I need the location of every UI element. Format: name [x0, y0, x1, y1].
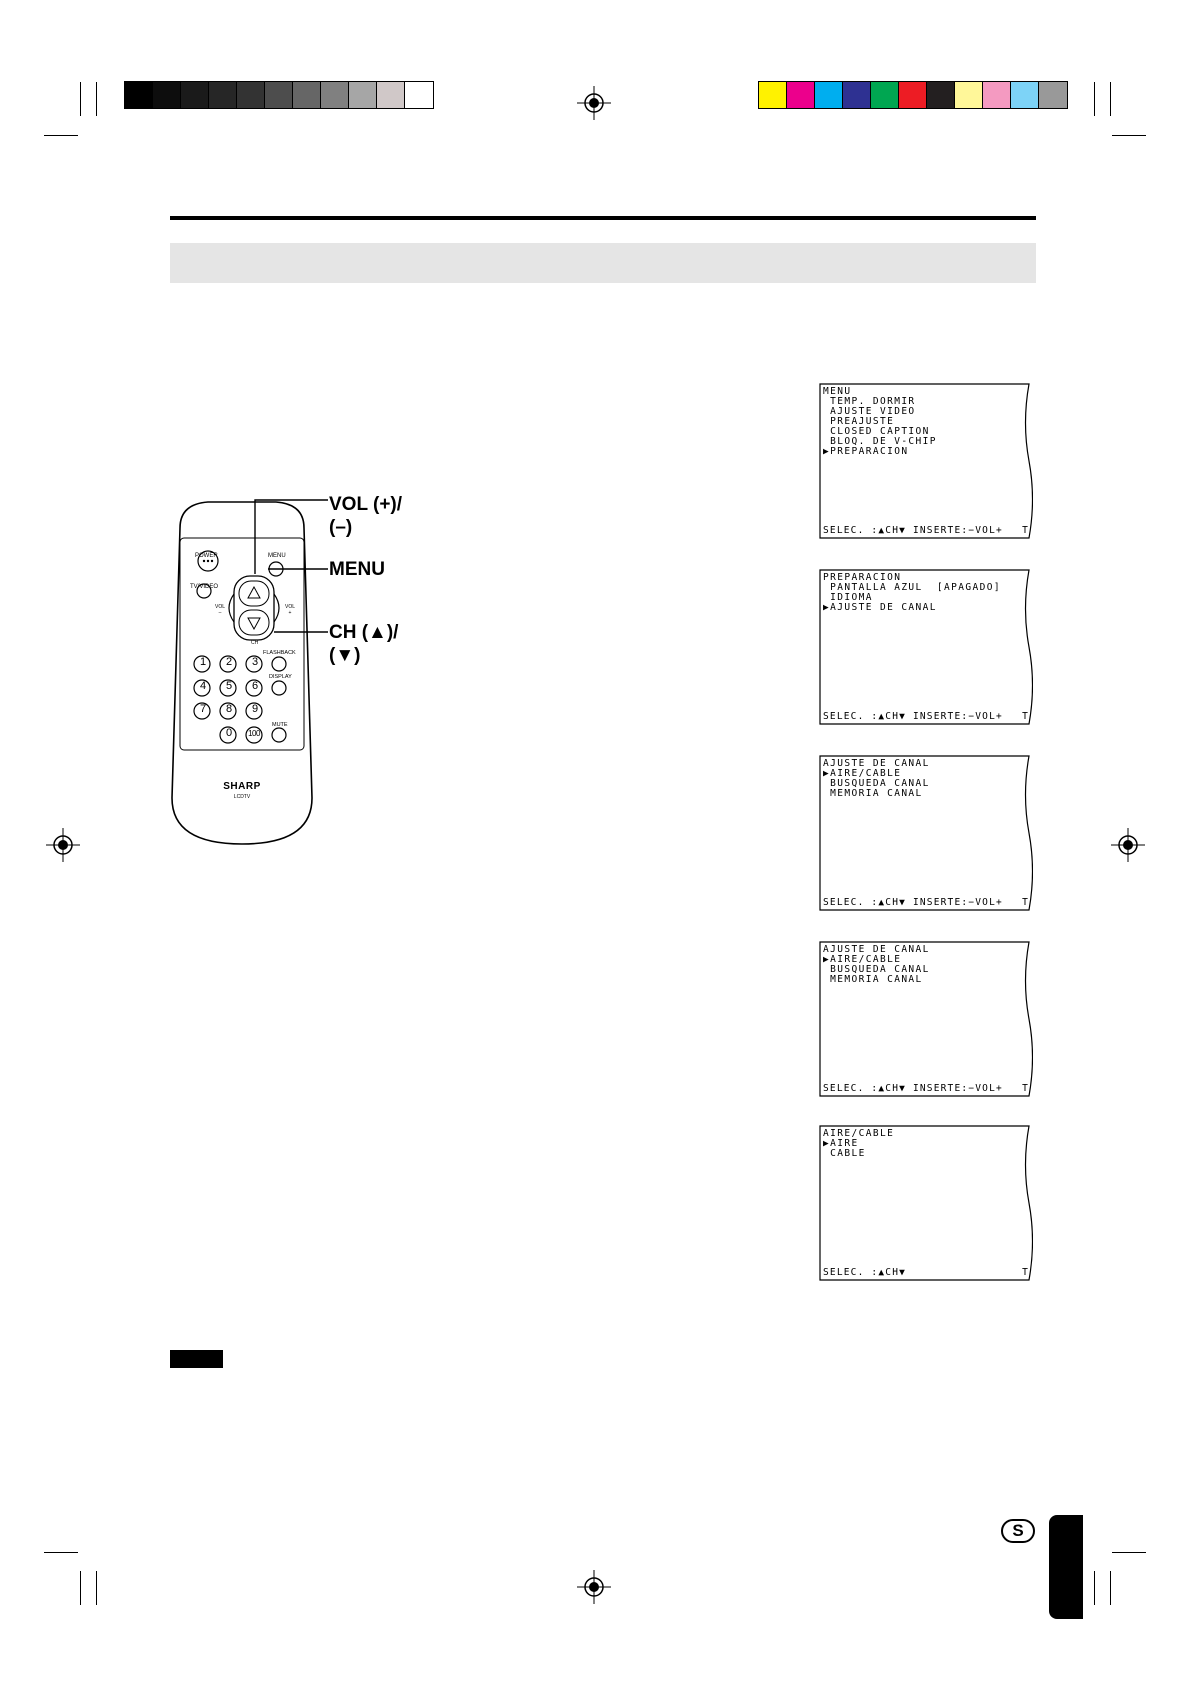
osd-menu-line: ▶AIRE/CABLE: [823, 954, 902, 965]
osd-menu-line: PREPARACION: [823, 572, 902, 583]
osd-screen: [819, 569, 1033, 725]
osd-menu-line: AJUSTE DE CANAL: [823, 944, 930, 955]
gray-swatch: [125, 82, 153, 108]
remote-display-label: DISPLAY: [269, 674, 292, 680]
remote-digit-4: 4: [199, 680, 207, 692]
osd-footer-end: T: [1022, 711, 1029, 722]
remote-flashback-label: FLASHBACK: [263, 650, 296, 656]
gray-swatch: [237, 82, 265, 108]
remote-vol-plus-label: VOL +: [285, 604, 296, 616]
note-tag: [170, 1350, 223, 1368]
header-rule: [170, 216, 1036, 220]
color-swatch: [955, 82, 983, 108]
osd-footer: [823, 711, 1029, 722]
osd-menu-line: BLOQ. DE V-CHIP: [823, 436, 937, 447]
osd-menu-lines: [823, 573, 1001, 613]
gray-swatch: [265, 82, 293, 108]
remote-vol-minus-label: VOL –: [215, 604, 226, 616]
remote-mute-label: MUTE: [272, 722, 288, 728]
osd-menu-line: AIRE/CABLE: [823, 1128, 895, 1139]
remote-tvvideo-label: TV/VIDEO: [190, 584, 219, 590]
osd-footer: [823, 525, 1029, 536]
callout-vol: VOL (+)/ (–): [329, 494, 403, 538]
osd-menu-line: PREAJUSTE: [823, 416, 895, 427]
thumb-index-tab: [1049, 1515, 1083, 1619]
callout-leader-lines: [250, 496, 330, 646]
osd-screen: [819, 1125, 1033, 1281]
osd-footer-end: T: [1022, 525, 1029, 536]
remote-power-label: POWER: [195, 553, 218, 559]
osd-screen: [819, 755, 1033, 911]
osd-footer-end: T: [1022, 897, 1029, 908]
osd-footer-text: SELEC. :▲CH▼ INSERTE:−VOL+: [823, 897, 1003, 908]
remote-digit-5: 5: [225, 680, 233, 692]
osd-footer-text: SELEC. :▲CH▼ INSERTE:−VOL+: [823, 525, 1003, 536]
osd-footer: [823, 1083, 1029, 1094]
osd-menu-line: AJUSTE VIDEO: [823, 406, 916, 417]
gray-swatch: [405, 82, 433, 108]
remote-digit-1: 1: [199, 656, 207, 668]
grayscale-color-bar: [124, 81, 434, 109]
gray-swatch: [209, 82, 237, 108]
remote-brand-logo: SHARP: [223, 781, 261, 792]
osd-footer-end: T: [1022, 1083, 1029, 1094]
registration-mark-left: [46, 828, 80, 862]
gray-swatch: [349, 82, 377, 108]
color-swatch: [787, 82, 815, 108]
osd-footer: [823, 1267, 1029, 1278]
osd-footer-text: SELEC. :▲CH▼ INSERTE:−VOL+: [823, 1083, 1003, 1094]
osd-screen: [819, 383, 1033, 539]
osd-menu-line: TEMP. DORMIR: [823, 396, 916, 407]
color-swatch: [759, 82, 787, 108]
osd-menu-line: MEMORIA CANAL: [823, 974, 923, 985]
remote-digit-3: 3: [251, 656, 259, 668]
color-swatch: [927, 82, 955, 108]
osd-menu-line: MENU: [823, 386, 852, 397]
remote-model-label: LCDTV: [233, 794, 251, 800]
registration-mark-right: [1111, 828, 1145, 862]
osd-menu-lines: [823, 945, 930, 985]
remote-digit-9: 9: [251, 703, 259, 715]
osd-menu-line: CLOSED CAPTION: [823, 426, 930, 437]
osd-menu-lines: [823, 1129, 894, 1159]
osd-menu-line: AJUSTE DE CANAL: [823, 758, 930, 769]
remote-digit-7: 7: [199, 703, 207, 715]
process-color-bar: [758, 81, 1068, 109]
osd-menu-line: BUSQUEDA CANAL: [823, 964, 930, 975]
remote-digit-8: 8: [225, 703, 233, 715]
osd-footer-text: SELEC. :▲CH▼: [823, 1267, 907, 1278]
color-swatch: [843, 82, 871, 108]
remote-ch-label: CH: [251, 640, 259, 646]
remote-digit-2: 2: [225, 656, 233, 668]
osd-menu-line: CABLE: [823, 1148, 866, 1159]
osd-menu-line: ▶AIRE: [823, 1138, 859, 1149]
remote-digit-100: 100: [248, 729, 260, 738]
osd-menu-line: PANTALLA AZUL [APAGADO]: [823, 582, 1001, 593]
osd-menu-line: BUSQUEDA CANAL: [823, 778, 930, 789]
callout-menu: MENU: [329, 559, 385, 580]
osd-menu-lines: [823, 387, 937, 457]
osd-footer: [823, 897, 1029, 908]
remote-menu-label: MENU: [268, 553, 286, 559]
osd-footer-text: SELEC. :▲CH▼ INSERTE:−VOL+: [823, 711, 1003, 722]
color-swatch: [1011, 82, 1039, 108]
callout-ch: CH (▲)/ (▼): [329, 622, 399, 666]
registration-mark-top: [577, 86, 611, 120]
color-swatch: [871, 82, 899, 108]
osd-menu-lines: [823, 759, 930, 799]
gray-swatch: [181, 82, 209, 108]
osd-menu-line: ▶PREPARACION: [823, 446, 909, 457]
osd-menu-line: ▶AJUSTE DE CANAL: [823, 602, 937, 613]
osd-menu-line: MEMORIA CANAL: [823, 788, 923, 799]
remote-digit-0: 0: [225, 727, 233, 739]
gray-swatch: [321, 82, 349, 108]
remote-digit-6: 6: [251, 680, 259, 692]
color-swatch: [983, 82, 1011, 108]
gray-swatch: [377, 82, 405, 108]
osd-screen: [819, 941, 1033, 1097]
gray-swatch: [293, 82, 321, 108]
gray-swatch: [153, 82, 181, 108]
section-title-band: [170, 243, 1036, 283]
osd-menu-line: ▶AIRE/CABLE: [823, 768, 902, 779]
osd-menu-line: IDIOMA: [823, 592, 873, 603]
osd-footer-end: T: [1022, 1267, 1029, 1278]
color-swatch: [899, 82, 927, 108]
color-swatch: [1039, 82, 1067, 108]
language-badge: S: [1001, 1519, 1035, 1543]
color-swatch: [815, 82, 843, 108]
registration-mark-bottom: [577, 1570, 611, 1604]
